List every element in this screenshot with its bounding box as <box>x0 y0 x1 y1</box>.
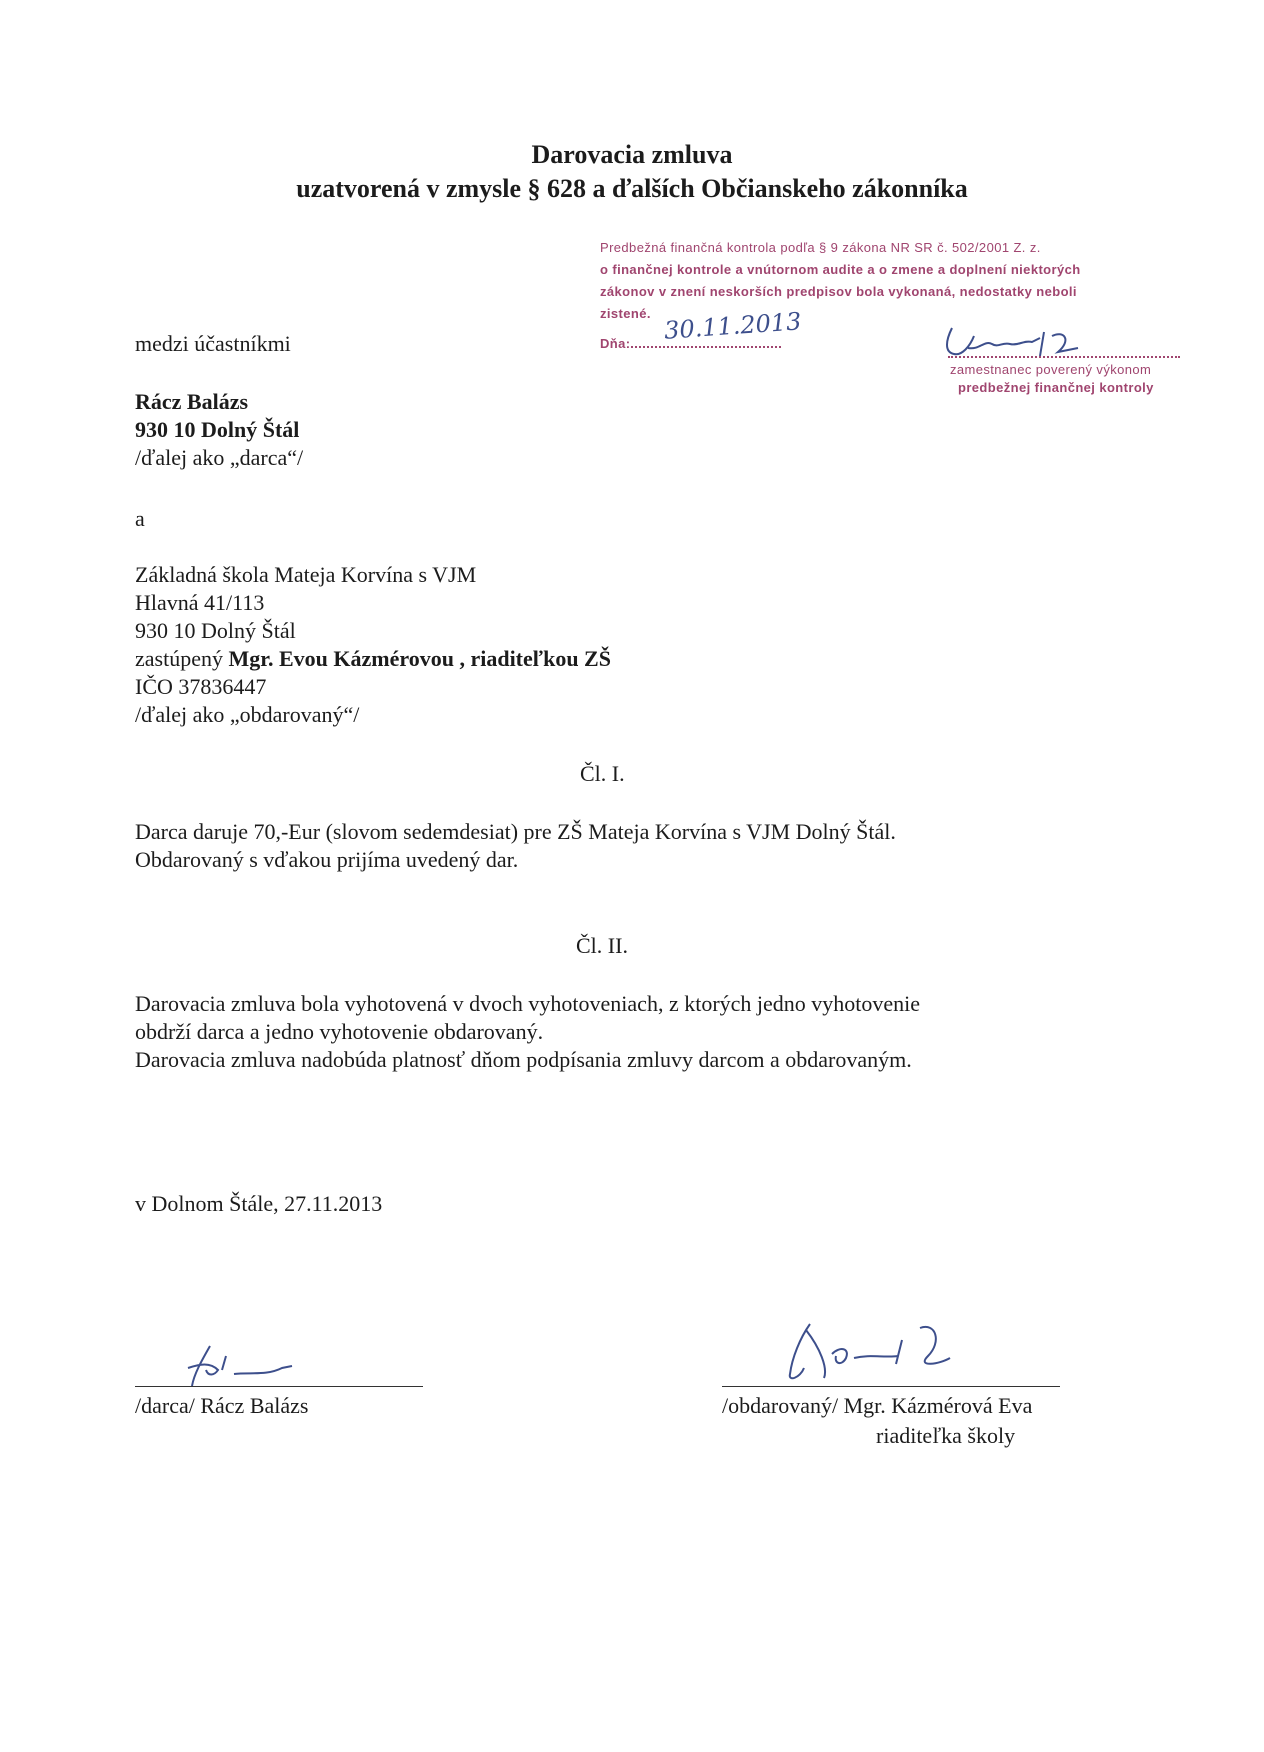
recipient-name: Základná škola Mateja Korvína s VJM <box>135 562 477 587</box>
recipient-city: 930 10 Dolný Štál <box>135 618 296 643</box>
stamp-line-4: zistené. <box>600 306 651 321</box>
stamp-signature-dots <box>948 356 1180 358</box>
stamp-caption-2: predbežnej finančnej kontroly <box>958 380 1154 395</box>
donor-signature-label: /darca/ Rácz Balázs <box>135 1393 309 1418</box>
controller-signature-icon <box>940 318 1100 368</box>
title-line-2: uzatvorená v zmysle § 628 a ďalších Občianskeho zákonníka <box>296 174 968 203</box>
donor-address: 930 10 Dolný Štál <box>135 417 300 442</box>
stamp-line-1: Predbežná finančná kontrola podľa § 9 zákona NR SR č. 502/2001 Z. z. <box>600 240 1041 255</box>
conjunction: a <box>135 506 145 531</box>
article-1-line-1: Darca daruje 70,-Eur (slovom sedemdesiat) pre ZŠ Mateja Korvína s VJM Dolný Štál. <box>135 819 896 844</box>
recipient-representative: zastúpený Mgr. Evou Kázmérovou , riaditeľkou ZŠ <box>135 646 611 671</box>
parties-intro: medzi účastníkmi <box>135 331 291 356</box>
recipient-signature-title: riaditeľka školy <box>876 1423 1016 1448</box>
article-1-heading: Čl. I. <box>580 761 625 786</box>
stamp-line-2: o finančnej kontrole a vnútornom audite a o zmene a doplnení niektorých <box>600 262 1081 277</box>
donor-role: /ďalej ako „darca“/ <box>135 445 304 470</box>
stamp-line-3: zákonov v znení neskorších predpisov bola vykonaná, nedostatky neboli <box>600 284 1077 299</box>
article-2-line-2: obdrží darca a jedno vyhotovenie obdarovaný. <box>135 1019 544 1044</box>
recipient-signature-label: /obdarovaný/ Mgr. Kázmérová Eva <box>722 1393 1033 1418</box>
stamp-caption-1: zamestnanec poverený výkonom <box>950 362 1152 377</box>
recipient-signature-icon <box>780 1318 1010 1388</box>
title-line-1: Darovacia zmluva <box>531 140 733 169</box>
place-date: v Dolnom Štále, 27.11.2013 <box>135 1191 383 1216</box>
article-2-heading: Čl. II. <box>576 933 628 958</box>
donor-name: Rácz Balázs <box>135 389 249 414</box>
article-2-line-3: Darovacia zmluva nadobúda platnosť dňom podpísania zmluvy darcom a obdarovaným. <box>135 1047 912 1072</box>
article-1-line-2: Obdarovaný s vďakou prijíma uvedený dar. <box>135 847 519 872</box>
recipient-street: Hlavná 41/113 <box>135 590 265 615</box>
recipient-ico: IČO 37836447 <box>135 674 267 699</box>
donor-signature-line <box>135 1386 423 1387</box>
stamp-date-handwritten: 30.11.2013 <box>663 307 803 345</box>
recipient-role: /ďalej ako „obdarovaný“/ <box>135 702 360 727</box>
stamp-date-label: Dňa: <box>600 336 631 351</box>
article-2-line-1: Darovacia zmluva bola vyhotovená v dvoch vyhotoveniach, z ktorých jedno vyhotovenie <box>135 991 921 1016</box>
recipient-signature-line <box>722 1386 1060 1387</box>
stamp-date-dots <box>631 346 781 348</box>
donor-signature-icon <box>180 1340 340 1390</box>
